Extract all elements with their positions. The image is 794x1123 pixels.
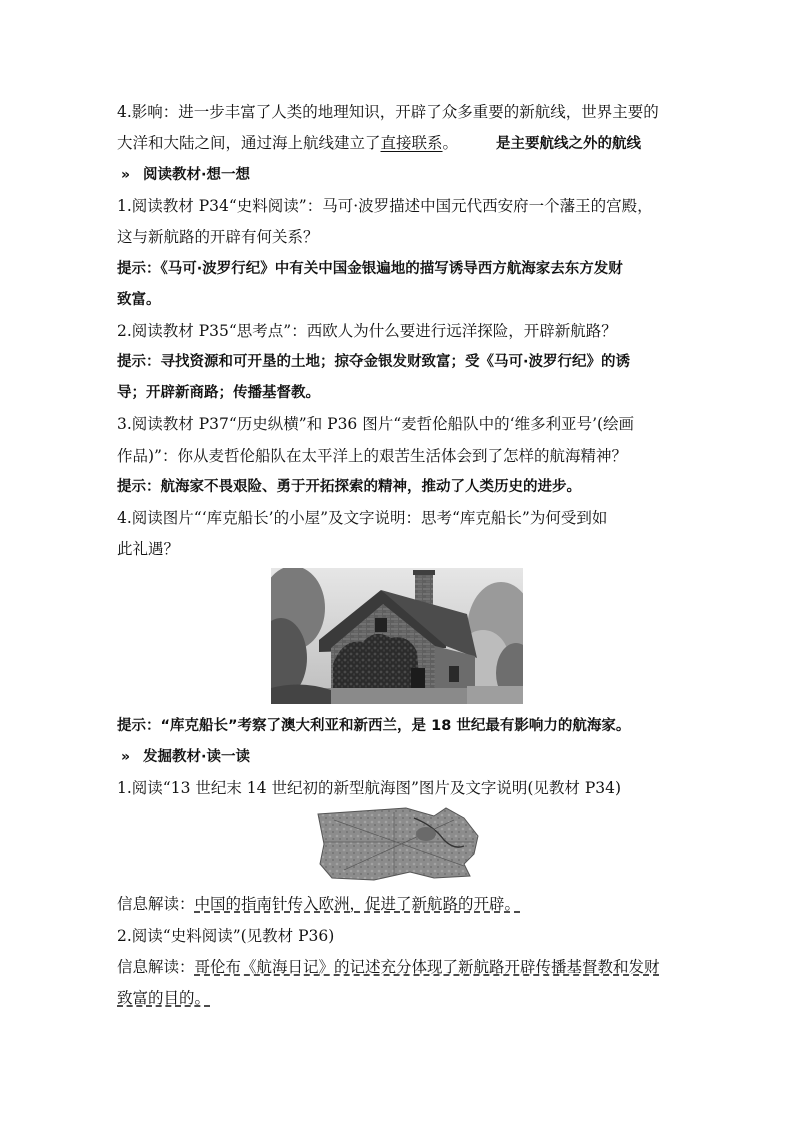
question-4-line-1: [117, 508, 607, 528]
underlined-term: 直接联系: [380, 134, 443, 152]
section-heading-explore-read: [143, 747, 250, 767]
cook-cottage-photo: [271, 568, 523, 704]
impact-line-2: [117, 133, 641, 154]
text-span: 阅读教材·想一想: [143, 167, 251, 183]
double-chevron-icon: »: [121, 167, 131, 183]
text-span: 大洋和大陆之间，通过海上航线建立了: [117, 134, 381, 152]
text-span: 提示：“库克船长”考察了澳大利亚和新西兰，是 18 世纪最有影响力的航海家。: [117, 718, 631, 734]
reading-1-interpretation: [117, 894, 520, 914]
dashed-underlined-answer: 致富的目的。: [117, 989, 211, 1007]
question-2: [117, 321, 617, 341]
dashed-underlined-answer: 哥伦布《航海日记》的记述充分体现了新航路开辟传播基督教和发财: [194, 958, 660, 976]
text-span: 1.阅读教材 P34“史料阅读”：马可·波罗描述中国元代西安府一个藩王的宫殿，: [117, 197, 653, 215]
reading-2: [117, 926, 334, 946]
text-span: 提示：航海家不畏艰险、勇于开拓探索的精神，推动了人类历史的进步。: [117, 479, 581, 495]
question-3-line-1: [117, 414, 634, 434]
answer-2-line-2: [117, 383, 320, 403]
question-3-line-2: [117, 446, 627, 466]
answer-2-line-1: [117, 352, 630, 372]
reading-2-interpretation-line-1: [117, 957, 660, 977]
text-span: 1.阅读“13 世纪末 14 世纪初的新型航海图”图片及文字说明(见教材 P34): [117, 779, 622, 797]
text-span: 3.阅读教材 P37“历史纵横”和 P36 图片“麦哲伦船队中的‘维多利亚号’(绘画: [117, 415, 635, 433]
dashed-underlined-answer: 中国的指南针传入欧洲，促进了新航路的开辟。: [194, 895, 521, 913]
portolan-chart-image: [314, 806, 482, 882]
text-span: 4.影响：进一步丰富了人类的地理知识，开辟了众多重要的新航线，世界主要的: [117, 103, 659, 121]
text-span: 致富。: [117, 292, 161, 308]
question-1-line-2: [117, 227, 319, 247]
answer-1-line-1: [117, 259, 623, 279]
question-1-line-1: [117, 196, 653, 216]
reading-2-interpretation-line-2: [117, 988, 210, 1008]
margin-note: 是主要航线之外的航线: [496, 136, 642, 152]
text-span: 发掘教材·读一读: [143, 749, 251, 765]
reading-1: [117, 778, 621, 798]
text-span: 。: [442, 134, 459, 152]
text-span: 4.阅读图片“‘库克船长’的小屋”及文字说明：思考“库克船长”为何受到如: [117, 509, 608, 527]
text-span: 信息解读：: [117, 958, 195, 976]
text-span: 2.阅读“史料阅读”(见教材 P36): [117, 927, 335, 945]
answer-3: [117, 477, 581, 497]
text-span: 提示：寻找资源和可开垦的土地；掠夺金银发财致富；受《马可·波罗行纪》的诱: [117, 354, 631, 370]
text-span: 这与新航路的开辟有何关系？: [117, 228, 319, 246]
section-heading-read-think: [143, 165, 250, 185]
text-span: 2.阅读教材 P35“思考点”：西欧人为什么要进行远洋探险，开辟新航路？: [117, 322, 617, 340]
double-chevron-icon: »: [121, 749, 131, 765]
impact-line-1: [117, 102, 659, 122]
text-span: 提示：《马可·波罗行纪》中有关中国金银遍地的描写诱导西方航海家去东方发财: [117, 261, 623, 277]
text-span: 作品)”：你从麦哲伦船队在太平洋上的艰苦生活体会到了怎样的航海精神？: [117, 447, 627, 465]
text-span: 导；开辟新商路；传播基督教。: [117, 385, 320, 401]
text-span: 信息解读：: [117, 895, 195, 913]
answer-1-line-2: [117, 290, 161, 310]
answer-4: [117, 716, 630, 736]
text-span: 此礼遇？: [117, 540, 180, 558]
question-4-line-2: [117, 539, 179, 559]
